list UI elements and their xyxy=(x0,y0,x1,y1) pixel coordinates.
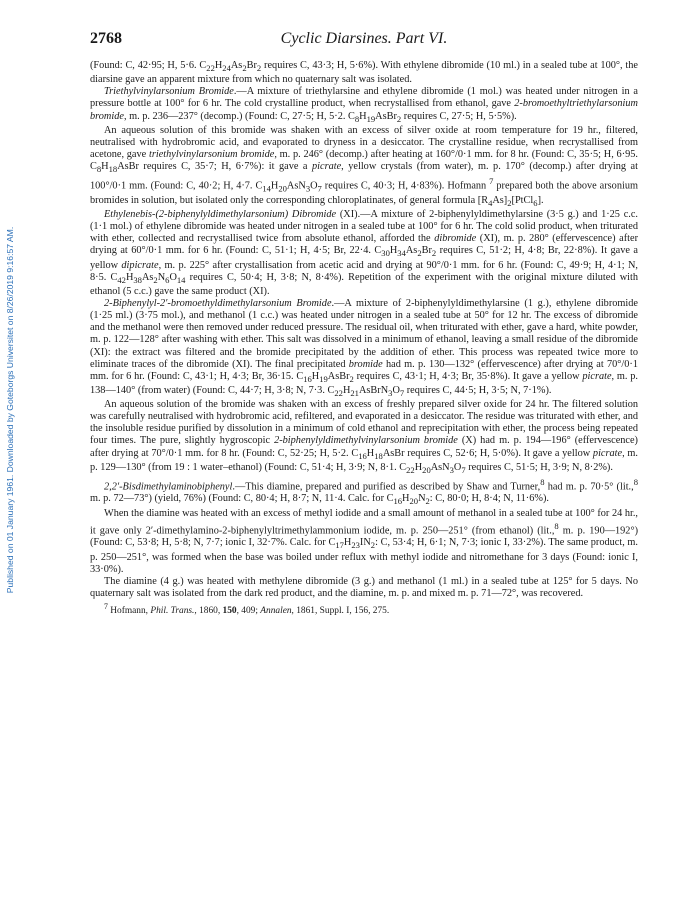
subscript: 19 xyxy=(366,113,376,124)
text-run: H xyxy=(343,537,352,549)
subscript: 8 xyxy=(96,164,102,175)
text-run: H xyxy=(342,384,351,396)
footnote-text xyxy=(108,606,389,616)
text-run: Annalen xyxy=(260,606,292,617)
paragraph xyxy=(90,209,638,298)
text-run: .—A mixture of triethylarsine and ethylene dibromide (1 mol.) was heated under nitrogen in a pressure bottle at 100° for 6 hr. The cold crystalline product, when recrystallised from ethanol, gave xyxy=(90,86,638,110)
subscript: 23 xyxy=(351,540,360,551)
text-run: requires C, 50·4; H, 3·8; N, 8·4%). Repetition of the experiment with the original mixture diluted with ethanol (5 c.c.) gave the same product (XI). xyxy=(90,271,638,297)
text-run: H xyxy=(311,370,320,382)
paragraph xyxy=(90,576,638,600)
text-run: , m. p. 129—130° (from 19 : 1 water–ethanol) (Found: C, 51·4; H, 3·9; N, 8·1. C xyxy=(90,447,638,473)
subscript: 22 xyxy=(206,63,215,74)
text-run: requires C, 43·1; H, 4·3; Br, 35·8%). It gave a yellow xyxy=(353,370,583,382)
subscript: 21 xyxy=(350,387,359,398)
subscript: 3 xyxy=(305,183,311,194)
text-run: O xyxy=(169,271,177,283)
text-run: H xyxy=(270,180,279,192)
text-run: H xyxy=(389,245,398,257)
text-run: As xyxy=(405,245,418,257)
text-run: requires C, 27·5; H, 5·5%). xyxy=(401,110,517,122)
subscript: 20 xyxy=(278,183,287,194)
footnote-ref: 8 xyxy=(633,476,639,487)
text-run: (Found: C, 42·95; H, 5·6. C xyxy=(90,60,207,71)
text-run: AsBrN xyxy=(358,384,389,396)
text-run: : C, 80·0; H, 8·4; N, 11·6%). xyxy=(429,493,549,505)
text-run: prepared both the above arsonium bromides in solution, but isolated only the corresponding chloroplatinates, of general formula [R xyxy=(90,180,638,206)
text-run: 2-bromoethyltriethylarsonium bromide xyxy=(90,98,638,122)
text-run: requires C, 40·3; H, 4·83%). Hofmann xyxy=(321,180,490,192)
subscript: 22 xyxy=(406,464,415,475)
subscript: 2 xyxy=(153,274,158,285)
text-run: picrate xyxy=(312,161,342,173)
text-run: H xyxy=(366,447,375,459)
text-run: , 409; xyxy=(236,606,261,617)
text-run: dipicrate xyxy=(121,259,159,271)
paragraph xyxy=(90,60,638,86)
text-run: O xyxy=(392,384,400,396)
text-run: Br xyxy=(421,245,432,257)
download-notice xyxy=(2,150,18,670)
running-title: Cyclic Diarsines. Part VI. xyxy=(280,30,448,47)
subscript: 2 xyxy=(431,248,437,259)
subscript: 3 xyxy=(388,387,393,398)
text-run: [PtCl xyxy=(511,194,534,206)
subscript: 14 xyxy=(262,183,271,194)
subscript: 18 xyxy=(374,450,383,461)
text-run: ]. xyxy=(537,194,544,206)
subscript: 6 xyxy=(533,197,538,208)
text-run: As xyxy=(141,271,154,283)
text-run: (XI), m. p. 280° (effervescence) after drying at 60°/0·1 mm. for 6 hr. (Found: C, 51·1; H, 4·5; Br, 22·4. C xyxy=(90,233,639,257)
article-body xyxy=(90,60,638,617)
text-run: Phil. Trans. xyxy=(150,606,195,617)
text-run: triethylvinylarsonium bromide xyxy=(148,148,275,160)
subscript: 7 xyxy=(461,464,466,475)
text-run: AsBr xyxy=(327,370,350,382)
text-run: m. p. 190—192°) (Found: C, 53·8; H, 5·8; N, 7·7; ionic I, 32·7%. Calc. for C xyxy=(90,525,638,549)
subscript: 17 xyxy=(335,540,344,551)
subscript: 2 xyxy=(507,197,512,208)
subscript: 2 xyxy=(425,496,430,507)
text-run: requires C, 43·3; H, 5·6%). With ethylene dibromide (10 ml.) in a sealed tube at 100°, the diarsine gave an apparent mixture from which no quaternary salt was isolated. xyxy=(90,60,638,86)
text-run: had m. p. 70·5° (lit., xyxy=(544,481,634,493)
text-run: AsBr requires C, 35·7; H, 6·7%): it gave a xyxy=(117,161,312,173)
subscript: 16 xyxy=(358,450,367,461)
text-run: 2-biphenylyldimethylvinylarsonium bromide xyxy=(274,435,458,447)
subscript: 4 xyxy=(488,197,493,208)
text-run: had m. p. 130—132° (effervescence) after drying at 70°/0·1 mm. for 6 hr. (Found: C, 43·1; H, 4·3; Br, 36·15. C xyxy=(90,358,639,382)
footnote-number: 7 xyxy=(104,602,108,611)
text-run: H xyxy=(101,161,109,173)
text-run: The diamine (4 g.) was heated with methylene dibromide (3 g.) and methanol (1 ml.) in a sealed tube at 125° for 5 days. No quaternary salt was isolated from the dark red product, and the diamine, m. p. and mixed m. p. 71—72°, was recovered. xyxy=(90,575,638,599)
text-run: IN xyxy=(359,537,371,549)
text-run: picrate xyxy=(592,447,623,459)
subscript: 6 xyxy=(165,274,170,285)
text-run: H xyxy=(214,60,223,71)
text-run: O xyxy=(310,180,318,192)
text-run: , m. p. 225° after crystallisation from acetic acid and drying at 90°/0·1 mm. for 6 hr. (Found: C, 49·9; H, 4·1; N, 8·5. C xyxy=(90,259,638,283)
text-run: (XI).—A mixture of 2-biphenylyldimethylarsine (3·5 g.) and 1·25 c.c. (1·1 mol.) of ethylene dibromide was heated under nitrogen in a sealed tube at 100° for 6 hr. The cold solid product, when triturated with ether, collected and recrystallised twice from absolute ethanol, afforded the xyxy=(90,209,638,245)
subscript: 3 xyxy=(449,464,454,475)
text-run: requires C, 51·5; H, 3·9; N, 8·2%). xyxy=(465,461,613,473)
paragraph xyxy=(90,298,638,399)
text-run: N xyxy=(418,493,426,505)
subscript: 2 xyxy=(417,248,422,259)
text-run: Hofmann, xyxy=(107,606,151,617)
text-run: m. p. 72—73°) (yield, 76%) (Found: C, 80·4; H, 8·7; N, 11·4. Calc. for C xyxy=(90,493,394,505)
subscript: 7 xyxy=(399,387,405,398)
subscript: 19 xyxy=(319,373,328,384)
text-run: Triethylvinylarsonium Bromide xyxy=(104,86,234,98)
text-run: AsN xyxy=(286,180,306,192)
text-run: An aqueous solution of the bromide was shaken with an excess of freshly prepared silver oxide for 24 hr. The filtered solution was carefully neutralised with hydrobromic acid, refiltered, and evaporated in a desiccator. The residue was triturated with ether, and the insoluble residue purified by dissolution in a minimum of cold ethanol and reprecipitation with ether, the process being repeated four times. The pure, slightly hygroscopic xyxy=(90,399,638,447)
paragraph xyxy=(90,476,638,508)
footnote-ref: 8 xyxy=(540,476,545,487)
subscript: 22 xyxy=(334,387,343,398)
subscript: 16 xyxy=(303,373,312,384)
text-run: , 1861, Suppl. I, 156, 275. xyxy=(291,606,390,617)
subscript: 2 xyxy=(349,373,354,384)
text-run: H xyxy=(359,110,367,122)
subscript: 30 xyxy=(381,248,390,259)
text-run: 2,2′-Bisdimethylaminobiphenyl xyxy=(104,481,233,493)
text-run: 2-Biphenylyl-2′-bromoethyldimethylarsonium Bromide xyxy=(104,298,332,309)
text-run: , 1860, xyxy=(194,606,223,617)
subscript: 2 xyxy=(242,63,247,74)
subscript: 8 xyxy=(354,113,360,124)
subscript: 2 xyxy=(256,63,262,74)
text-run: bromide xyxy=(348,358,383,370)
text-run: requires C, 44·5; H, 3·5; N, 7·1%). xyxy=(404,384,552,396)
subscript: 18 xyxy=(108,164,118,175)
text-run: N xyxy=(157,271,166,283)
text-run: requires C, 51·2; H, 4·8; Br, 22·8%). It gave a yellow xyxy=(90,245,638,271)
text-run: dibromide xyxy=(434,233,477,245)
subscript: 38 xyxy=(133,274,142,285)
subscript: 42 xyxy=(117,274,126,285)
text-run: picrate xyxy=(582,370,612,382)
text-run: , m. p. 236—237° (decomp.) (Found: C, 27·5; H, 5·2. C xyxy=(123,110,355,122)
text-run: As] xyxy=(492,194,508,206)
paragraph xyxy=(90,508,638,576)
text-run: : C, 53·4; H, 6·1; N, 7·3; ionic I, 33·2%). The same product, m. p. 250—251°, was formed when the base was boiled under reflux with methyl iodide and nitromethane for 3 days (Found: ionic I, 33·0%). xyxy=(90,537,638,575)
text-run: Ethylenebis-(2-biphenylyldimethylarsonium) Dibromide xyxy=(104,209,337,221)
text-run: H xyxy=(125,271,134,283)
footnote-ref: 7 xyxy=(489,176,494,187)
text-run: .—This diamine, prepared and purified as described by Shaw and Turner, xyxy=(232,481,541,493)
text-run: H xyxy=(402,493,410,505)
paragraph xyxy=(90,125,638,209)
text-run: , yellow crystals (from water), m. p. 170° (decomp.) after drying at 100°/0·1 mm. (Found: C, 40·2; H, 4·7. C xyxy=(90,161,638,192)
text-run: .—A mixture of 2-biphenylyldimethylarsine (1 g.), ethylene dibromide (1·25 ml.) (3·75 mol.), and methanol (1 c.c.) was heated under nitrogen in a sealed tube at 50° for 12 hr. The excess of dibromide and the methanol were then removed under reduced pressure. The residual oil, when triturated with ether, gave a hard, white powder, m. p. 122—128° after washing with ether. This salt was dissolved in a minimum of ethanol, leaving a small residue of the dibromide (XI): the extract was filtered and the bromide precipitated by the addition of ether. This process was repeated twice more to eliminate traces of the dibromide (XI). The final precipitated xyxy=(90,298,638,370)
subscript: 20 xyxy=(422,464,431,475)
subscript: 24 xyxy=(222,63,231,74)
footnote-ref: 8 xyxy=(554,520,559,531)
text-run: H xyxy=(414,461,423,473)
subscript: 34 xyxy=(397,248,406,259)
text-run: (X) had m. p. 194—196° (effervescence) after drying at 70°/0·1 mm. for 8 hr. (Found: C, 52·25; H, 5·2. C xyxy=(90,435,638,459)
subscript: 2 xyxy=(396,113,402,124)
text-run: O xyxy=(453,461,462,473)
text-run: AsBr requires C, 52·6; H, 5·0%). It gave a yellow xyxy=(382,447,593,459)
text-run: , m. p. 138—140° (from water) (Found: C, 44·7; H, 3·8; N, 7·3. C xyxy=(90,370,638,396)
subscript: 7 xyxy=(317,183,322,194)
text-run: AsN xyxy=(430,461,450,473)
text-run: , m. p. 246° (decomp.) after heating at 160°/0·1 mm. for 8 hr. (Found: C, 35·5; H, 6·95. C xyxy=(90,148,638,173)
footnote xyxy=(90,601,638,617)
download-notice-text: Published on 01 January 1961. Downloaded by Goteborgs Universitet on 8/26/2019 9:16:57 AM. xyxy=(5,226,15,594)
subscript: 16 xyxy=(393,496,403,507)
text-run: Br xyxy=(246,60,257,71)
text-run: 150 xyxy=(222,606,237,617)
text-run: As xyxy=(230,60,243,71)
subscript: 14 xyxy=(176,274,186,285)
page-header xyxy=(90,30,638,52)
paragraph xyxy=(90,86,638,124)
paragraph xyxy=(90,399,638,476)
subscript: 2 xyxy=(370,540,376,551)
subscript: 20 xyxy=(409,496,419,507)
text-run: When the diamine was heated with an excess of methyl iodide and a small amount of methanol in a sealed tube at 100° for 24 hr., it gave only 2′-dimethylamino-2-biphenylyltrimethylammonium iodide, m. p. 250—251° (from ethanol) (lit., xyxy=(90,507,638,537)
text-run: An aqueous solution of this bromide was shaken with an excess of silver oxide at room temperature for 19 hr., filtered, neutralised with hydrobromic acid, and evaporated to dryness in a desiccator. The crystalline residue, when recrystallised from acetone, gave xyxy=(90,124,638,160)
text-run: AsBr xyxy=(375,110,397,122)
page-number: 2768 xyxy=(90,30,122,47)
